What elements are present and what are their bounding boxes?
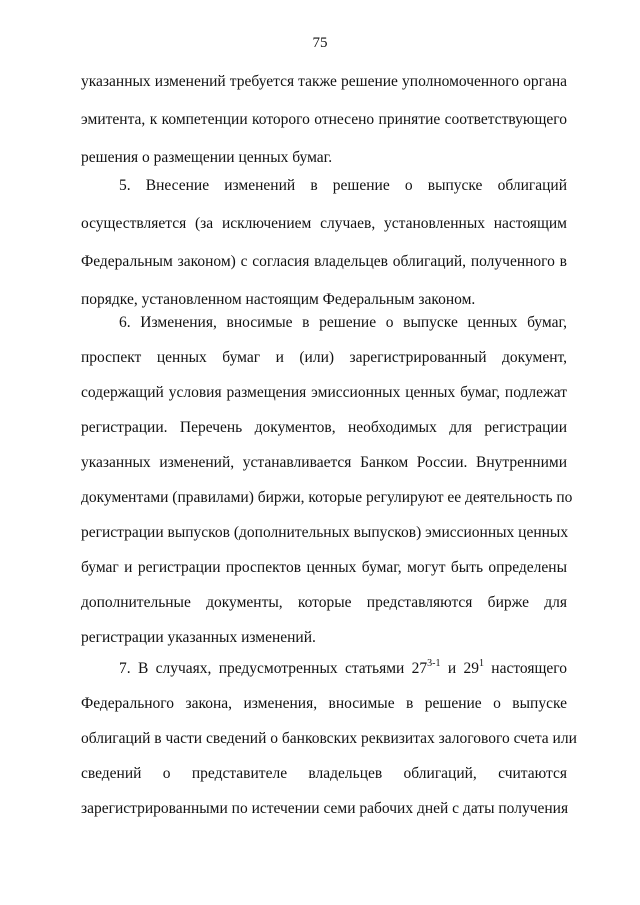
text-line: эмитента, к компетенции которого отнесено принятие соответствующего (81, 111, 567, 128)
text-line: осуществляется (за исключением случаев, установленных настоящим (81, 215, 567, 232)
text-line: регистрации указанных изменений. (81, 629, 316, 646)
text-line: 6. Изменения, вносимые в решение о выпуске ценных бумаг, (119, 314, 567, 331)
page-number: 75 (312, 35, 328, 51)
text-line: зарегистрированными по истечении семи рабочих дней с даты получения (81, 800, 569, 817)
text-line: проспект ценных бумаг и (или) зарегистрированный документ, (81, 349, 567, 366)
text-line: регистрации выпусков (дополнительных выпусков) эмиссионных ценных (81, 524, 569, 541)
text-line: дополнительные документы, которые представляются бирже для (81, 594, 567, 611)
paragraph-item-7 (81, 658, 577, 818)
text-line: документами (правилами) биржи, которые регулируют ее деятельность по (81, 489, 573, 506)
text-line: порядке, установленном настоящим Федеральным законом. (81, 291, 476, 308)
paragraph-continuation (81, 73, 567, 167)
text-fragment: настоящего (483, 660, 568, 677)
paragraph-item-6 (81, 314, 573, 647)
text-line: содержащий условия размещения эмиссионных ценных бумаг, подлежат (81, 384, 567, 401)
text-fragment: 7. В случаях, предусмотренных статьями 27 (119, 660, 428, 677)
text-fragment: и 29 (440, 660, 479, 677)
text-line (81, 660, 567, 678)
text-line: сведений о представителе владельцев облигаций, считаются (81, 765, 567, 782)
text-line: Федерального закона, изменения, вносимые в решение о выпуске (81, 695, 567, 712)
text-line: указанных изменений требуется также решение уполномоченного органа (81, 73, 567, 90)
text-line: облигаций в части сведений о банковских реквизитах залогового счета или (81, 730, 577, 747)
text-line: указанных изменений, устанавливается Банком России. Внутренними (81, 454, 567, 471)
paragraph-item-5 (81, 177, 567, 309)
text-line: бумаг и регистрации проспектов ценных бумаг, могут быть определены (81, 559, 567, 576)
superscript: 3-1 (427, 658, 441, 669)
text-line: решения о размещении ценных бумаг. (81, 149, 333, 166)
text-line: Федеральным законом) с согласия владельцев облигаций, полученного в (81, 253, 567, 270)
text-line: регистрации. Перечень документов, необходимых для регистрации (81, 419, 567, 436)
text-line: 5. Внесение изменений в решение о выпуске облигаций (119, 177, 567, 194)
superscript: 1 (478, 658, 484, 669)
